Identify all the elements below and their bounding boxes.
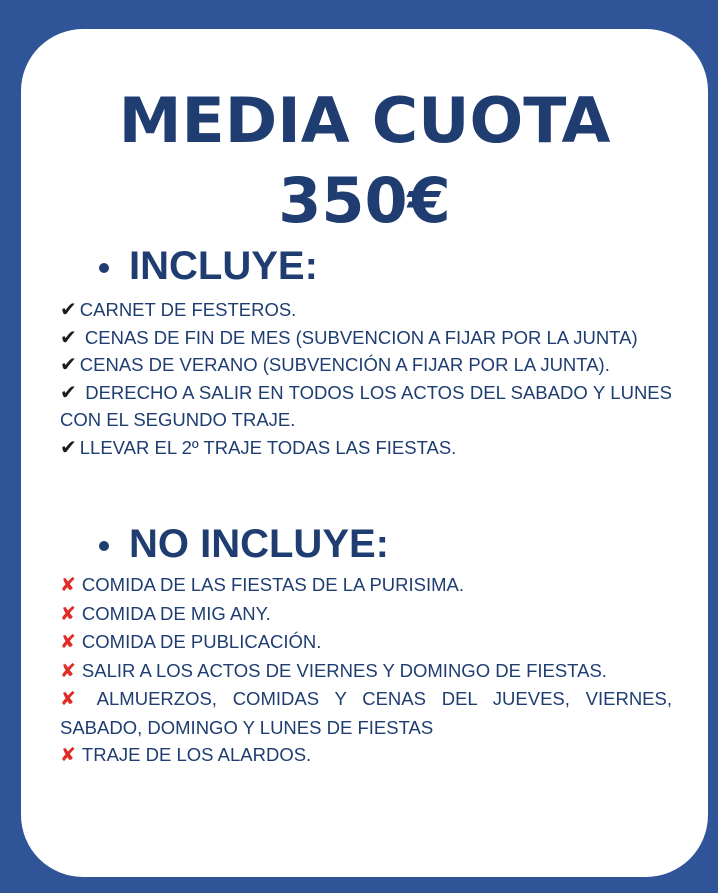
check-mark-icon: ✔ bbox=[60, 434, 77, 459]
cross-mark-icon: ✘ bbox=[60, 574, 76, 596]
list-item: ✔ LLEVAR EL 2º TRAJE TODAS LAS FIESTAS. bbox=[60, 434, 457, 459]
bullet-icon bbox=[99, 541, 109, 551]
cross-mark-icon: ✘ bbox=[60, 602, 76, 625]
bullet-icon bbox=[99, 263, 109, 273]
fee-card bbox=[21, 29, 708, 877]
list-item: ✔ CENAS DE VERANO (SUBVENCIÓN A FIJAR POR LA JUNTA). bbox=[60, 352, 610, 376]
list-item: ✘ TRAJE DE LOS ALARDOS. bbox=[60, 744, 312, 766]
includes-heading bbox=[99, 243, 318, 289]
list-item: ✘ COMIDA DE PUBLICACIÓN. bbox=[60, 631, 322, 653]
price-amount: 350€ bbox=[278, 164, 451, 237]
includes-heading-label: INCLUYE: bbox=[129, 244, 318, 288]
page-title: MEDIA CUOTA bbox=[118, 84, 611, 157]
list-item: ✘ COMIDA DE LAS FIESTAS DE LA PURISIMA. bbox=[60, 574, 465, 596]
list-item: ✔ CARNET DE FESTEROS. bbox=[60, 297, 297, 321]
list-item: ✔ DERECHO A SALIR EN TODOS LOS ACTOS DEL SABADO Y LUNES CON EL SEGUNDO TRAJE. bbox=[60, 379, 672, 430]
cross-mark-icon: ✘ bbox=[60, 659, 76, 682]
list-item: ✔ CENAS DE FIN DE MES (SUBVENCION A FIJAR POR LA JUNTA) bbox=[60, 324, 638, 349]
includes-list bbox=[60, 296, 672, 461]
excludes-heading bbox=[99, 521, 389, 567]
excludes-list bbox=[60, 571, 672, 770]
check-mark-icon: ✔ bbox=[60, 379, 77, 404]
cross-mark-icon: ✘ bbox=[60, 744, 76, 766]
check-mark-icon: ✔ bbox=[60, 324, 77, 349]
check-mark-icon: ✔ bbox=[60, 352, 77, 376]
cross-mark-icon: ✘ bbox=[60, 688, 76, 710]
list-item: ✘ ALMUERZOS, COMIDAS Y CENAS DEL JUEVES, VIERNES, SABADO, DOMINGO Y LUNES DE FIESTAS bbox=[60, 688, 673, 738]
cross-mark-icon: ✘ bbox=[60, 631, 76, 653]
excludes-heading-label: NO INCLUYE: bbox=[129, 522, 389, 566]
check-mark-icon: ✔ bbox=[60, 297, 77, 321]
list-item: ✘ SALIR A LOS ACTOS DE VIERNES Y DOMINGO DE FIESTAS. bbox=[60, 659, 607, 682]
list-item: ✘ COMIDA DE MIG ANY. bbox=[60, 602, 271, 625]
